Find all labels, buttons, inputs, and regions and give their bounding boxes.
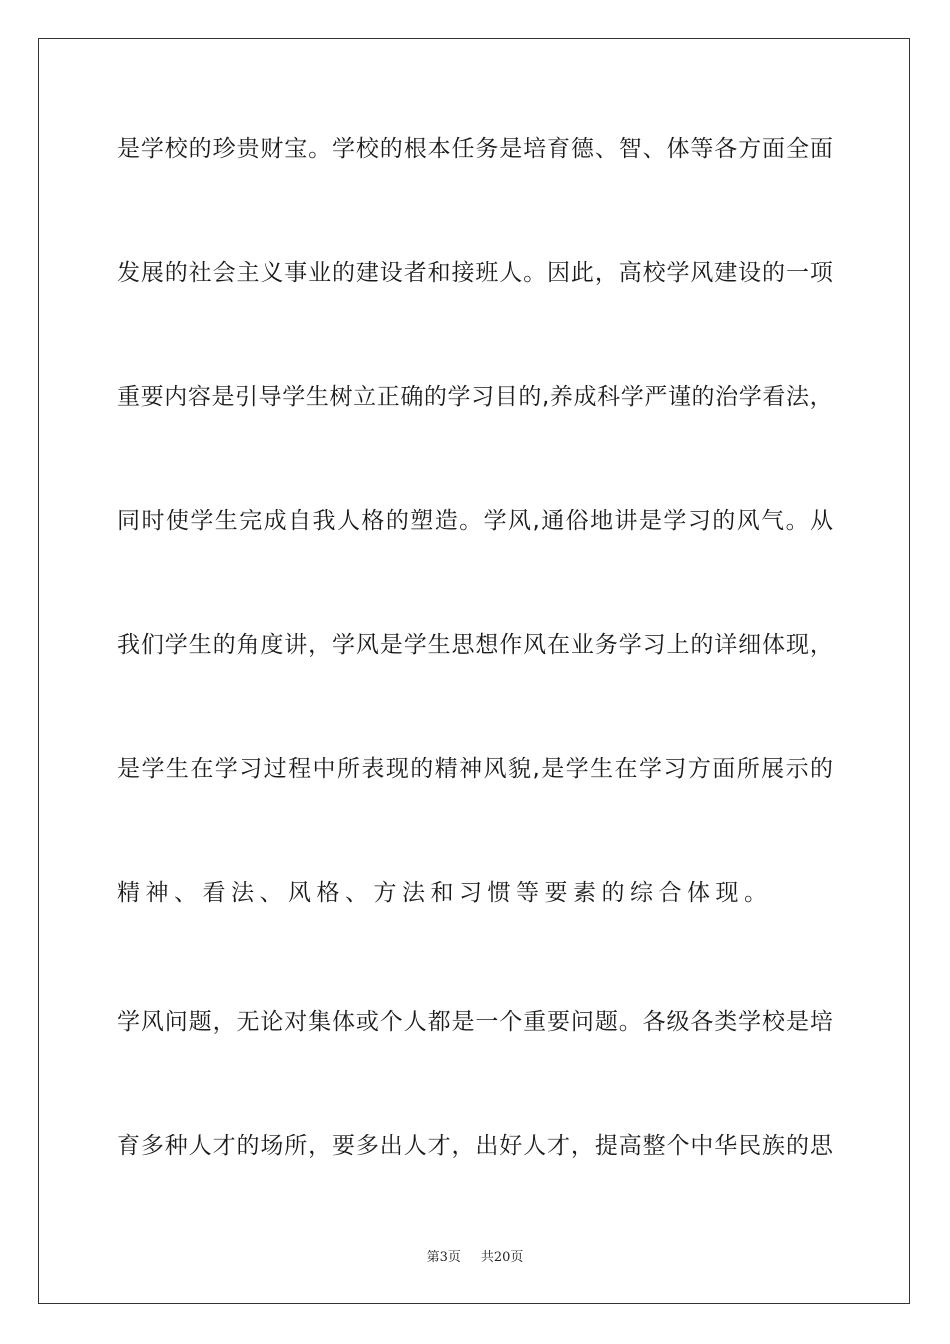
page-footer xyxy=(0,1246,950,1265)
text-line: 精神、看法、风格、方法和习惯等要素的综合体现。 xyxy=(117,880,773,906)
text-line: 学 风 问 题 ， 无 论 对 集 体 或 个 人 都 是 一 个 重 要 问 题 。 各 级 各 类 学 校 是 培 xyxy=(117,1009,833,1035)
text-line: 我 们 学 生 的 角 度 讲 ， 学 风 是 学 生 思 想 作 风 在 业 务 学 习 上 的 详 细 体 现 ， xyxy=(117,632,833,658)
page-border xyxy=(38,38,910,1304)
current-page-label: 第3页 xyxy=(426,1250,461,1265)
text-line: 是 学 校 的 珍 贵 财 宝 。 学 校 的 根 本 任 务 是 培 育 德 、 智 、 体 等 各 方 面 全 面 xyxy=(117,136,833,162)
text-line: 同 时 使 学 生 完 成 自 我 人 格 的 塑 造 。 学 风 , 通 俗 地 讲 是 学 习 的 风 气 。 从 xyxy=(117,508,833,534)
text-line: 发 展 的 社 会 主 义 事 业 的 建 设 者 和 接 班 人 。 因 此 ， 高 校 学 风 建 设 的 一 项 xyxy=(117,260,833,286)
total-pages-label: 共20页 xyxy=(480,1250,524,1265)
text-line: 重 要 内 容 是 引 导 学 生 树 立 正 确 的 学 习 目 的 , 养 成 科 学 严 谨 的 治 学 看 法 ， xyxy=(117,384,833,410)
text-line: 育 多 种 人 才 的 场 所 ， 要 多 出 人 才 ， 出 好 人 才 ， 提 高 整 个 中 华 民 族 的 思 xyxy=(117,1133,833,1159)
text-line: 是 学 生 在 学 习 过 程 中 所 表 现 的 精 神 风 貌 , 是 学 生 在 学 习 方 面 所 展 示 的 xyxy=(117,756,833,782)
